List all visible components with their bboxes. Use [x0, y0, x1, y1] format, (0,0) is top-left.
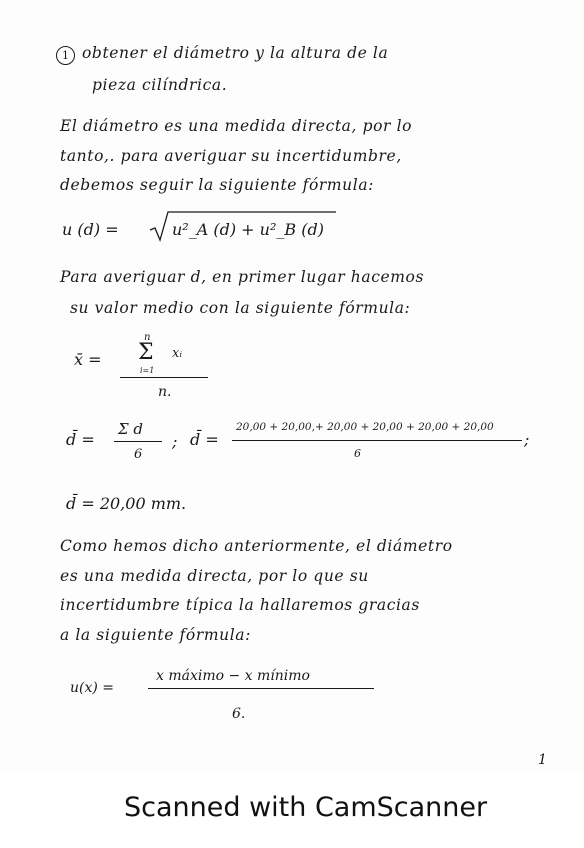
- paragraph-3-line-2: es una medida directa, por lo que su: [60, 567, 369, 585]
- formula-ux-lhs: u(x) =: [70, 680, 115, 696]
- paragraph-3-line-4: a la siguiente fórmula:: [60, 626, 251, 644]
- fraction-bar: [120, 377, 208, 378]
- paragraph-1-line-2: tanto,. para averiguar su incertidumbre,: [60, 147, 402, 165]
- paragraph-3-line-1: Como hemos dicho anteriormente, el diámetro: [60, 537, 453, 555]
- page-number: 1: [538, 752, 547, 768]
- paragraph-1-line-1: El diámetro es una medida directa, por lo: [60, 117, 413, 135]
- sum-symbol: Σ: [138, 340, 154, 365]
- paragraph-2-line-2: su valor medio con la siguiente fórmula:: [70, 299, 411, 317]
- item-number: 1: [56, 46, 75, 65]
- formula-d-lhs: d̄ =: [66, 430, 95, 449]
- formula-d2-denominator: 6: [354, 447, 361, 460]
- formula-mean-denominator: n.: [158, 384, 172, 400]
- formula-d2-numerator: 20,00 + 20,00,+ 20,00 + 20,00 + 20,00 + 20,00: [236, 421, 494, 433]
- formula-ud-lhs: u (d) =: [62, 220, 119, 239]
- formula-d-denominator: 6: [134, 447, 143, 462]
- formula-ux-denominator: 6.: [232, 706, 246, 722]
- paragraph-3-line-3: incertidumbre típica la hallaremos gracias: [60, 596, 420, 614]
- formula-ux-numerator: x máximo − x mínimo: [156, 668, 310, 684]
- sum-lower-limit: i=1: [140, 366, 155, 375]
- formula-mean-lhs: x̄ =: [74, 350, 102, 369]
- result-line: d̄ = 20,00 mm.: [66, 494, 187, 513]
- heading-line-2: pieza cilíndrica.: [92, 76, 228, 94]
- heading-line-1: obtener el diámetro y la altura de la: [82, 44, 389, 62]
- scanner-watermark: Scanned with CamScanner: [124, 792, 488, 823]
- paragraph-1-line-3: debemos seguir la siguiente fórmula:: [60, 176, 374, 194]
- formula-separator: ;: [172, 432, 178, 451]
- formula-ud-radicand: u²_A (d) + u²_B (d): [172, 220, 324, 239]
- sum-upper-limit: n: [144, 332, 151, 343]
- formula-d-numerator: Σ d: [118, 420, 143, 438]
- formula-d2-lhs: d̄ =: [190, 430, 219, 449]
- formula-end: ;: [524, 430, 530, 449]
- fraction-bar: [148, 688, 374, 689]
- fraction-bar: [114, 441, 162, 442]
- fraction-bar: [232, 440, 522, 441]
- paragraph-2-line-1: Para averiguar d, en primer lugar hacemos: [60, 268, 425, 286]
- sum-term: xᵢ: [172, 346, 182, 361]
